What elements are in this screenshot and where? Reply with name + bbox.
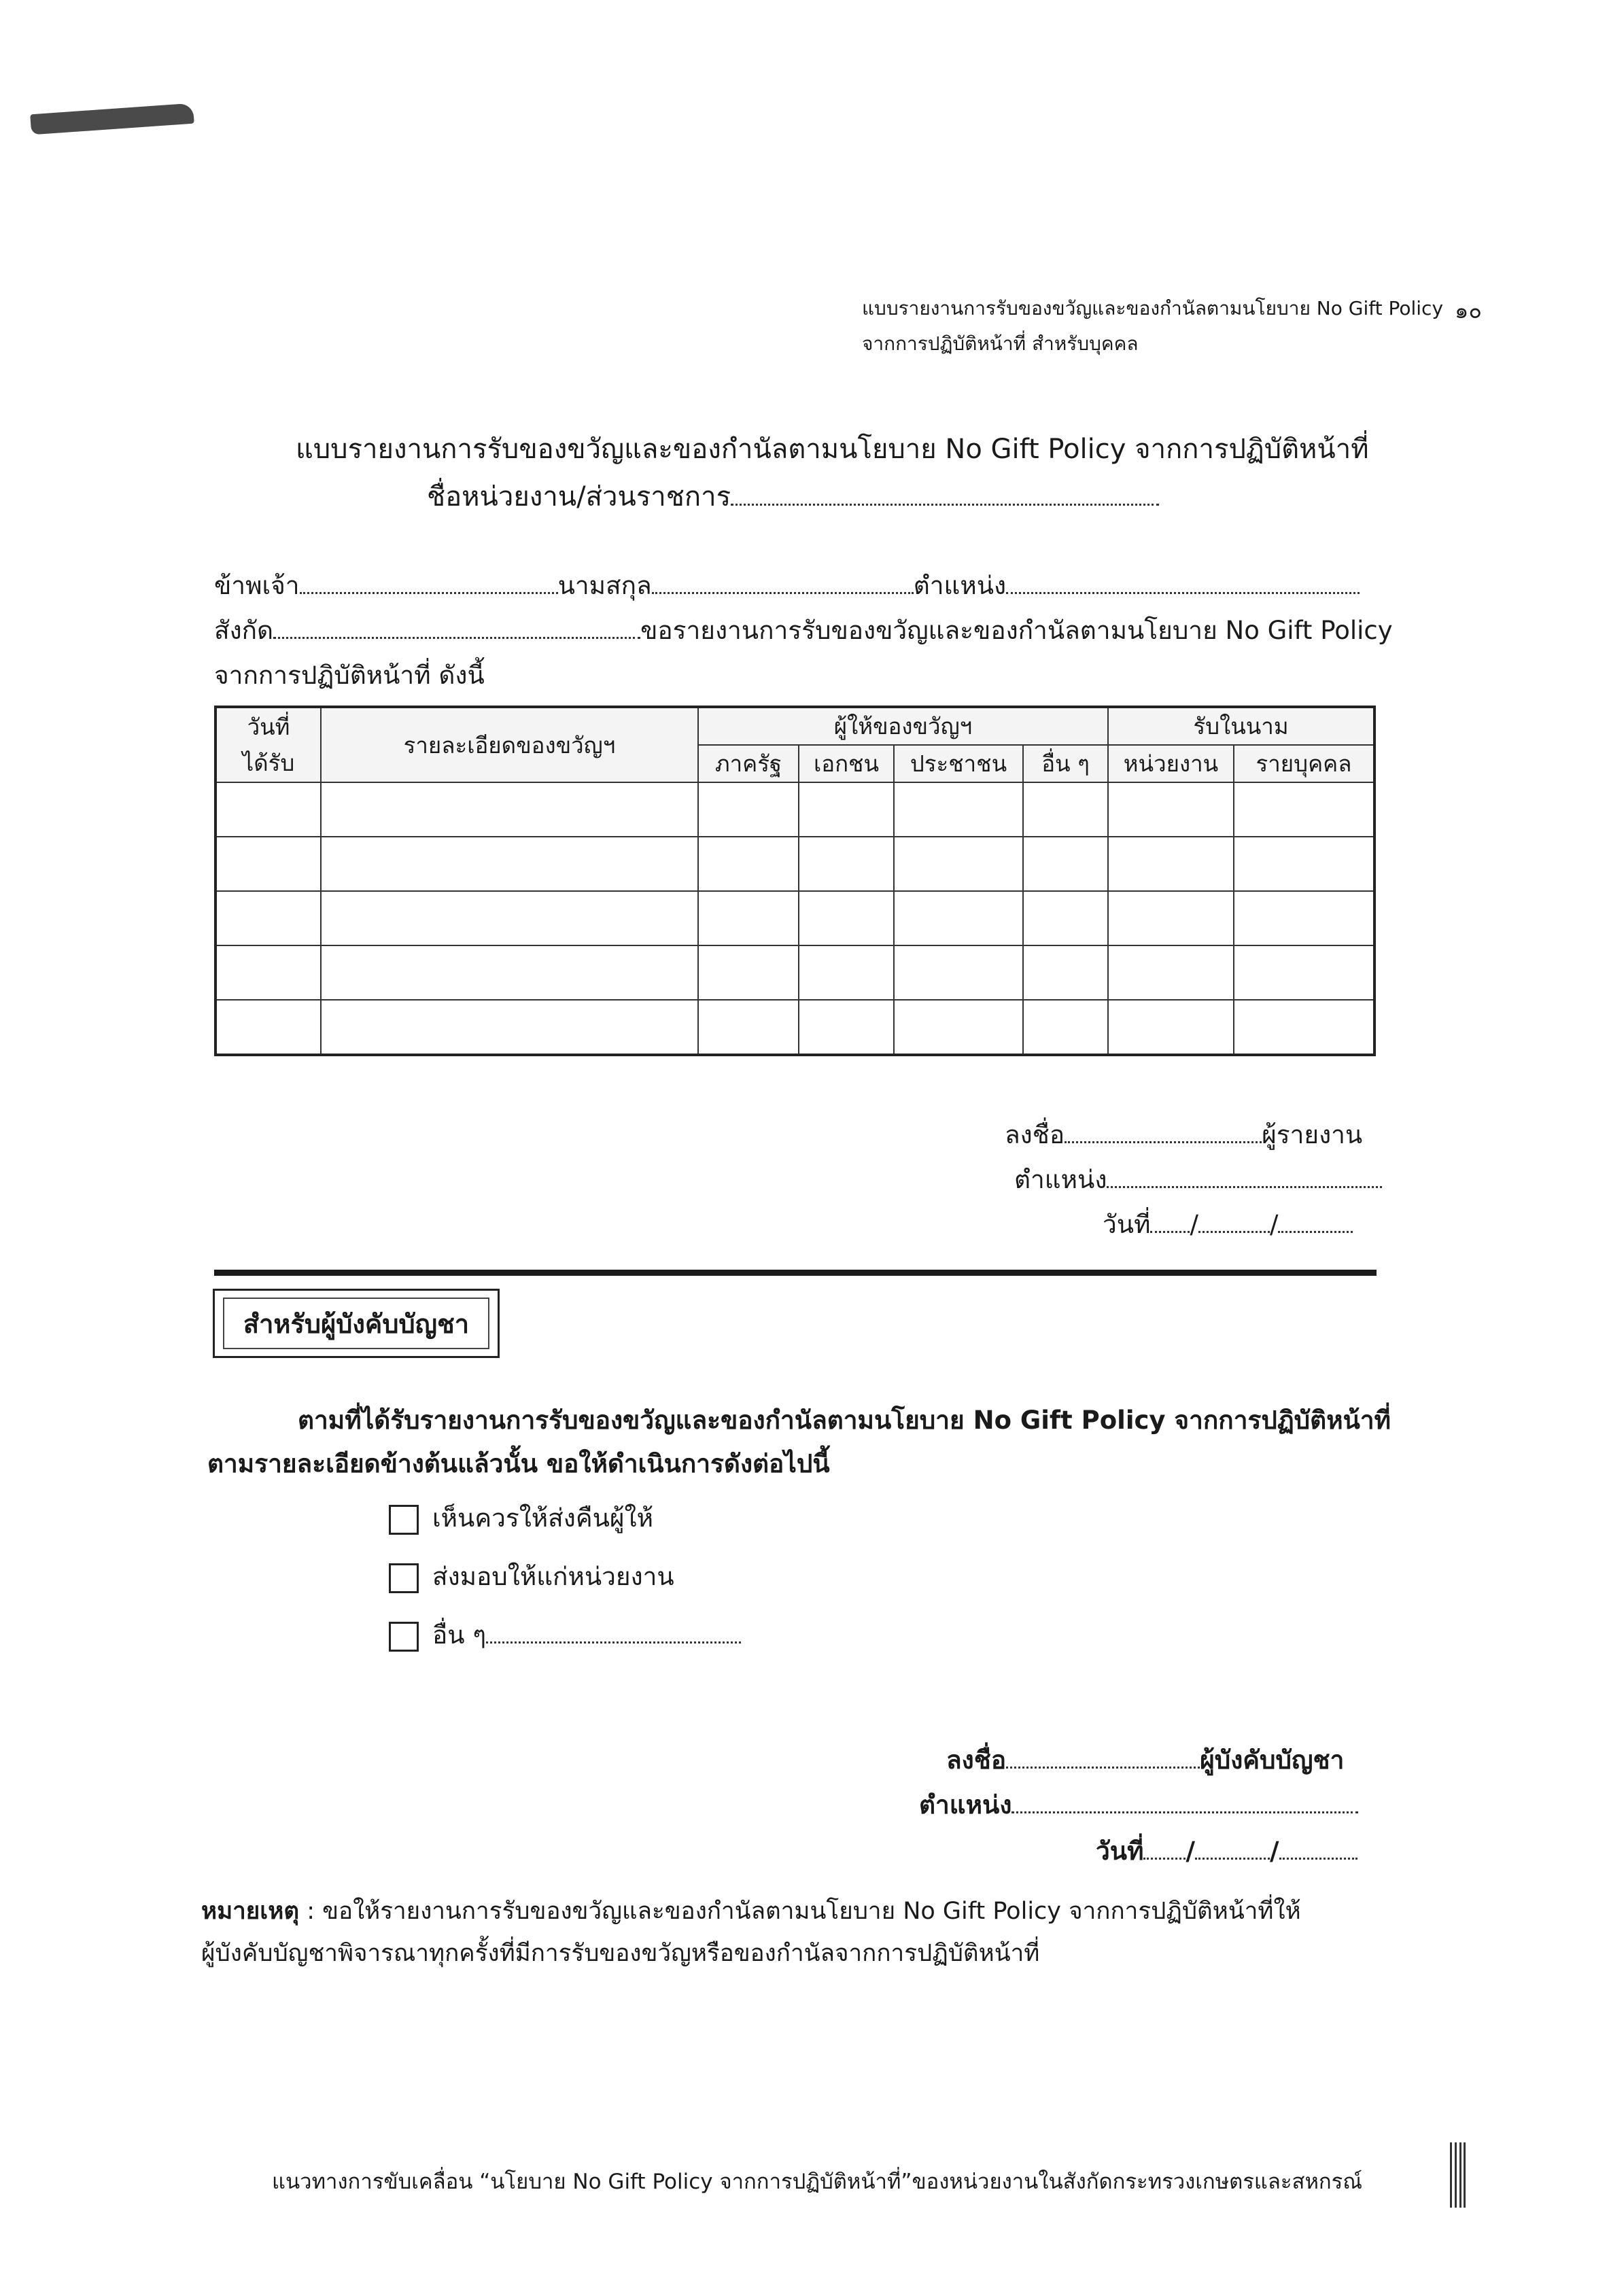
position-label: ตำแหน่ง [913,571,1007,600]
table-cell[interactable] [799,945,894,1000]
note-label: หมายเหตุ [201,1898,300,1925]
page-number: ๑๐ [1455,298,1482,324]
date-separator: / [1190,1210,1198,1239]
supervisor-position-label: ตำแหน่ง [919,1790,1012,1820]
reporter-sign-label: ลงชื่อ [1005,1120,1065,1149]
date-separator: / [1269,1837,1279,1866]
page-footer: แนวทางการขับเคลื่อน “นโยบาย No Gift Policy จากการปฏิบัติหน้าที่”ของหน่วยงานในสังกัดกระทรวงเกษตรและสหกรณ์ [272,2170,1363,2194]
reporter-sign-line [1005,1115,1362,1155]
col-date-header: วันที่ ได้รับ [215,707,321,782]
supervisor-sign-line [946,1740,1344,1780]
table-cell[interactable] [1108,945,1234,1000]
table-cell[interactable] [894,891,1023,945]
option-label: อื่น ๆ [432,1620,487,1650]
reporter-position-line [1014,1160,1382,1200]
supervisor-date-line [1096,1831,1357,1871]
table-cell[interactable] [894,945,1023,1000]
table-cell[interactable] [799,782,894,837]
agency-line [427,474,1159,518]
option-label: เห็นควรให้ส่งคืนผู้ให้ [432,1503,654,1533]
table-cell[interactable] [894,837,1023,891]
col-giver-group-header: ผู้ให้ของขวัญฯ [698,707,1108,745]
table-row [215,1000,1374,1055]
table-cell[interactable] [1234,837,1374,891]
date-separator: / [1186,1837,1195,1866]
affiliation-label: สังกัด [214,616,274,645]
table-row [215,782,1374,837]
reporter-affiliation-line [214,610,1393,650]
table-cell[interactable] [321,891,698,945]
date-separator: / [1269,1210,1279,1239]
scan-smudge-mark [30,103,194,135]
supervisor-month-input[interactable] [1195,1839,1270,1860]
table-cell[interactable] [894,1000,1023,1055]
request-text: ขอรายงานการรับของขวัญและของกำนัลตามนโยบาย No Gift Policy [640,616,1393,645]
reporter-year-input[interactable] [1278,1212,1353,1233]
supervisor-section-title: สำหรับผู้บังคับบัญชา [223,1298,489,1349]
table-cell[interactable] [215,945,321,1000]
option-other[interactable] [389,1615,741,1655]
option-hand-over-to-agency[interactable] [389,1556,674,1597]
col-public-header: ประชาชน [894,745,1023,782]
table-row [215,837,1374,891]
table-cell[interactable] [215,1000,321,1055]
table-cell[interactable] [215,891,321,945]
checkbox-icon[interactable] [389,1505,419,1535]
table-cell[interactable] [698,837,799,891]
supervisor-sign-input-line[interactable] [1006,1747,1200,1769]
table-cell[interactable] [1023,1000,1108,1055]
option-label: ส่งมอบให้แก่หน่วยงาน [432,1562,674,1591]
table-cell[interactable] [894,782,1023,837]
table-cell[interactable] [321,945,698,1000]
name-label: ข้าพเจ้า [214,571,300,600]
table-cell[interactable] [1234,1000,1374,1055]
table-cell[interactable] [1234,945,1374,1000]
position-input-line[interactable] [1006,573,1360,594]
table-cell[interactable] [1234,891,1374,945]
col-gov-header: ภาครัฐ [698,745,799,782]
supervisor-para-line2: ตามรายละเอียดข้างต้นแล้วนั้น ขอให้ดำเนินการดังต่อไปนี้ [207,1449,830,1478]
note-line1 [201,1892,1301,1930]
reporter-position-input-line[interactable] [1107,1167,1382,1188]
supervisor-section-box [213,1289,500,1358]
table-cell[interactable] [1108,891,1234,945]
table-cell[interactable] [1108,1000,1234,1055]
table-cell[interactable] [698,891,799,945]
table-cell[interactable] [215,837,321,891]
option-return-to-giver[interactable] [389,1498,653,1538]
table-cell[interactable] [215,782,321,837]
table-cell[interactable] [799,891,894,945]
table-cell[interactable] [1234,782,1374,837]
note-line2: ผู้บังคับบัญชาพิจารณาทุกครั้งที่มีการรับของขวัญหรือของกำนัลจากการปฏิบัติหน้าที่ [201,1940,1040,1967]
supervisor-position-line [919,1785,1358,1825]
table-cell[interactable] [1023,837,1108,891]
reporter-sign-input-line[interactable] [1065,1122,1262,1143]
col-received-as-group-header: รับในนาม [1108,707,1374,745]
table-cell[interactable] [698,945,799,1000]
table-cell[interactable] [1023,891,1108,945]
reporter-date-line [1103,1204,1353,1245]
col-agency-header: หน่วยงาน [1108,745,1234,782]
table-cell[interactable] [1108,837,1234,891]
binding-marks [1450,2142,1466,2208]
table-row [215,945,1374,1000]
table-cell[interactable] [698,782,799,837]
col-other-header: อื่น ๆ [1023,745,1108,782]
table-cell[interactable] [1108,782,1234,837]
reporter-month-input[interactable] [1198,1212,1270,1233]
request-text-cont: จากการปฏิบัติหน้าที่ ดังนี้ [214,661,485,690]
agency-input-line[interactable] [731,485,1159,506]
name-input-line[interactable] [300,573,558,594]
reporter-name-line [214,566,1360,606]
reporter-date-label: วันที่ [1103,1210,1151,1239]
table-cell[interactable] [1023,782,1108,837]
supervisor-sign-label: ลงชื่อ [946,1745,1007,1775]
reporter-position-label: ตำแหน่ง [1014,1165,1107,1194]
table-cell[interactable] [698,1000,799,1055]
reporter-day-input[interactable] [1150,1212,1190,1233]
page-title: แบบรายงานการรับของขวัญและของกำนัลตามนโยบาย No Gift Policy จากการปฏิบัติหน้าที่ [296,434,1369,465]
table-cell[interactable] [321,1000,698,1055]
form-header-line2: จากการปฏิบัติหน้าที่ สำหรับบุคคล [862,332,1139,355]
table-cell[interactable] [799,837,894,891]
table-cell[interactable] [799,1000,894,1055]
col-private-header: เอกชน [799,745,894,782]
checkbox-icon[interactable] [389,1622,419,1652]
note-text-1: : ขอให้รายงานการรับของขวัญและของกำนัลตามนโยบาย No Gift Policy จากการปฏิบัติหน้าที่ให้ [299,1898,1301,1925]
supervisor-day-input[interactable] [1143,1839,1186,1860]
form-header-line1: แบบรายงานการรับของขวัญและของกำนัลตามนโยบาย No Gift Policy [862,297,1444,319]
surname-input-line[interactable] [652,573,914,594]
supervisor-year-input[interactable] [1279,1839,1357,1860]
section-divider [214,1270,1377,1276]
supervisor-position-input-line[interactable] [1011,1792,1358,1813]
table-cell[interactable] [1023,945,1108,1000]
agency-label: ชื่อหน่วยงาน/ส่วนราชการ [427,481,731,512]
col-individual-header: รายบุคคล [1234,745,1374,782]
supervisor-date-label: วันที่ [1096,1837,1144,1866]
surname-label: นามสกุล [557,571,652,600]
gift-report-table [214,706,1376,1056]
form-header [862,291,1443,362]
checkbox-icon[interactable] [389,1563,419,1593]
table-row [215,891,1374,945]
other-input-line[interactable] [486,1622,741,1643]
table-cell[interactable] [321,782,698,837]
affiliation-input-line[interactable] [273,618,640,639]
reporter-role: ผู้รายงาน [1262,1120,1363,1149]
table-cell[interactable] [321,837,698,891]
col-detail-header: รายละเอียดของขวัญฯ [321,707,698,782]
supervisor-para-line1: ตามที่ได้รับรายงานการรับของขวัญและของกำนัลตามนโยบาย No Gift Policy จากการปฏิบัติหน้าที่ [298,1406,1391,1435]
supervisor-role: ผู้บังคับบัญชา [1200,1745,1345,1775]
